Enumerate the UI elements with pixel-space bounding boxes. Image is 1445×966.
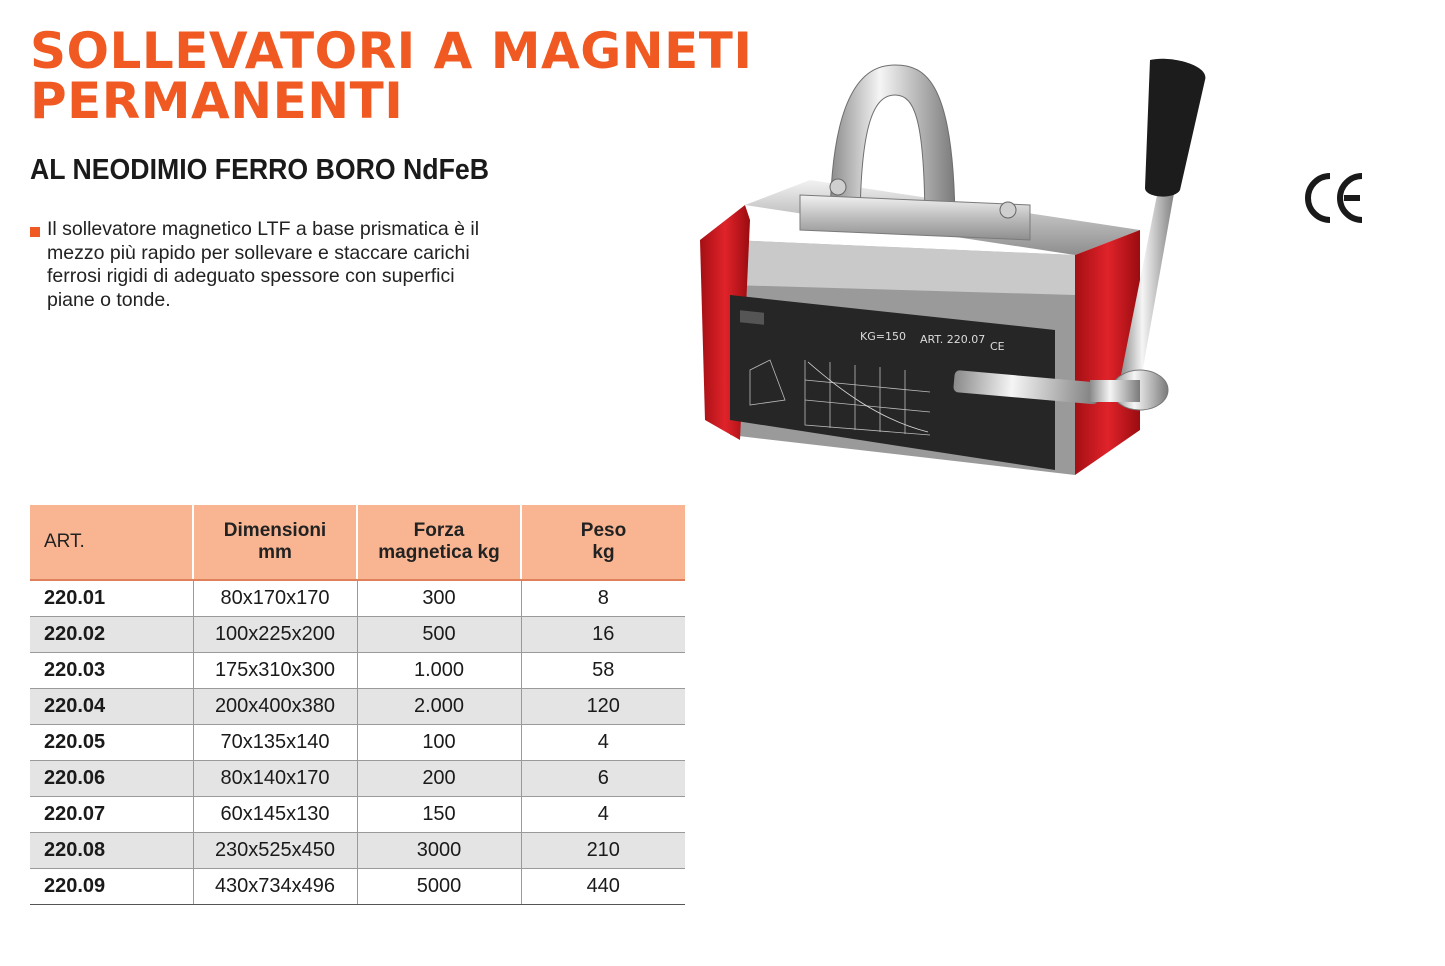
cell-weight: 6 [521, 761, 685, 797]
table-row [30, 761, 685, 797]
table-header-row [30, 505, 685, 580]
table-row [30, 869, 685, 905]
description-block [30, 218, 500, 312]
cell-art: 220.09 [30, 869, 193, 905]
plate-load-label: KG=150 [860, 330, 906, 343]
product-table [30, 505, 685, 905]
table-row [30, 725, 685, 761]
cell-weight: 4 [521, 797, 685, 833]
table-row [30, 689, 685, 725]
cell-dimensions: 175x310x300 [193, 653, 357, 689]
magnetic-lifter-image [690, 40, 1210, 490]
cell-weight: 4 [521, 725, 685, 761]
cell-art: 220.06 [30, 761, 193, 797]
cell-weight: 16 [521, 617, 685, 653]
cell-dimensions: 100x225x200 [193, 617, 357, 653]
cell-weight: 58 [521, 653, 685, 689]
cell-art: 220.03 [30, 653, 193, 689]
cell-force: 2.000 [357, 689, 521, 725]
table-row [30, 653, 685, 689]
header-weight: Peso kg [521, 505, 685, 580]
cell-dimensions: 430x734x496 [193, 869, 357, 905]
cell-art: 220.07 [30, 797, 193, 833]
cell-dimensions: 200x400x380 [193, 689, 357, 725]
cell-force: 500 [357, 617, 521, 653]
cell-force: 3000 [357, 833, 521, 869]
cell-art: 220.04 [30, 689, 193, 725]
cell-weight: 440 [521, 869, 685, 905]
cell-art: 220.02 [30, 617, 193, 653]
cell-dimensions: 70x135x140 [193, 725, 357, 761]
cell-art: 220.08 [30, 833, 193, 869]
cell-art: 220.05 [30, 725, 193, 761]
cell-force: 5000 [357, 869, 521, 905]
header-dimensions: Dimensioni mm [193, 505, 357, 580]
table-row [30, 617, 685, 653]
cell-force: 200 [357, 761, 521, 797]
square-bullet-icon [30, 227, 40, 237]
cell-weight: 120 [521, 689, 685, 725]
cell-force: 150 [357, 797, 521, 833]
title-line-1: SOLLEVATORI A MAGNETI [30, 22, 753, 80]
cell-weight: 210 [521, 833, 685, 869]
cell-force: 300 [357, 580, 521, 617]
description-text: Il sollevatore magnetico LTF a base prismatica è il mezzo più rapido per sollevare e staccare carichi ferrosi rigidi di adeguato spessore con superfici piane o tonde. [47, 218, 480, 311]
cell-force: 100 [357, 725, 521, 761]
cell-weight: 8 [521, 580, 685, 617]
cell-dimensions: 230x525x450 [193, 833, 357, 869]
cell-dimensions: 80x170x170 [193, 580, 357, 617]
plate-ce-mark: CE [990, 340, 1005, 353]
cell-art: 220.01 [30, 580, 193, 617]
cell-dimensions: 60x145x130 [193, 797, 357, 833]
header-art: ART. [30, 505, 193, 580]
plate-art-label: ART. 220.07 [920, 333, 986, 346]
header-magnetic-force: Forza magnetica kg [357, 505, 521, 580]
table-row [30, 797, 685, 833]
ce-mark-icon [1300, 168, 1370, 228]
cell-force: 1.000 [357, 653, 521, 689]
table-row [30, 833, 685, 869]
cell-dimensions: 80x140x170 [193, 761, 357, 797]
table-row [30, 580, 685, 617]
title-line-2: PERMANENTI [30, 72, 404, 130]
page-subtitle: AL NEODIMIO FERRO BORO NdFeB [30, 154, 490, 186]
